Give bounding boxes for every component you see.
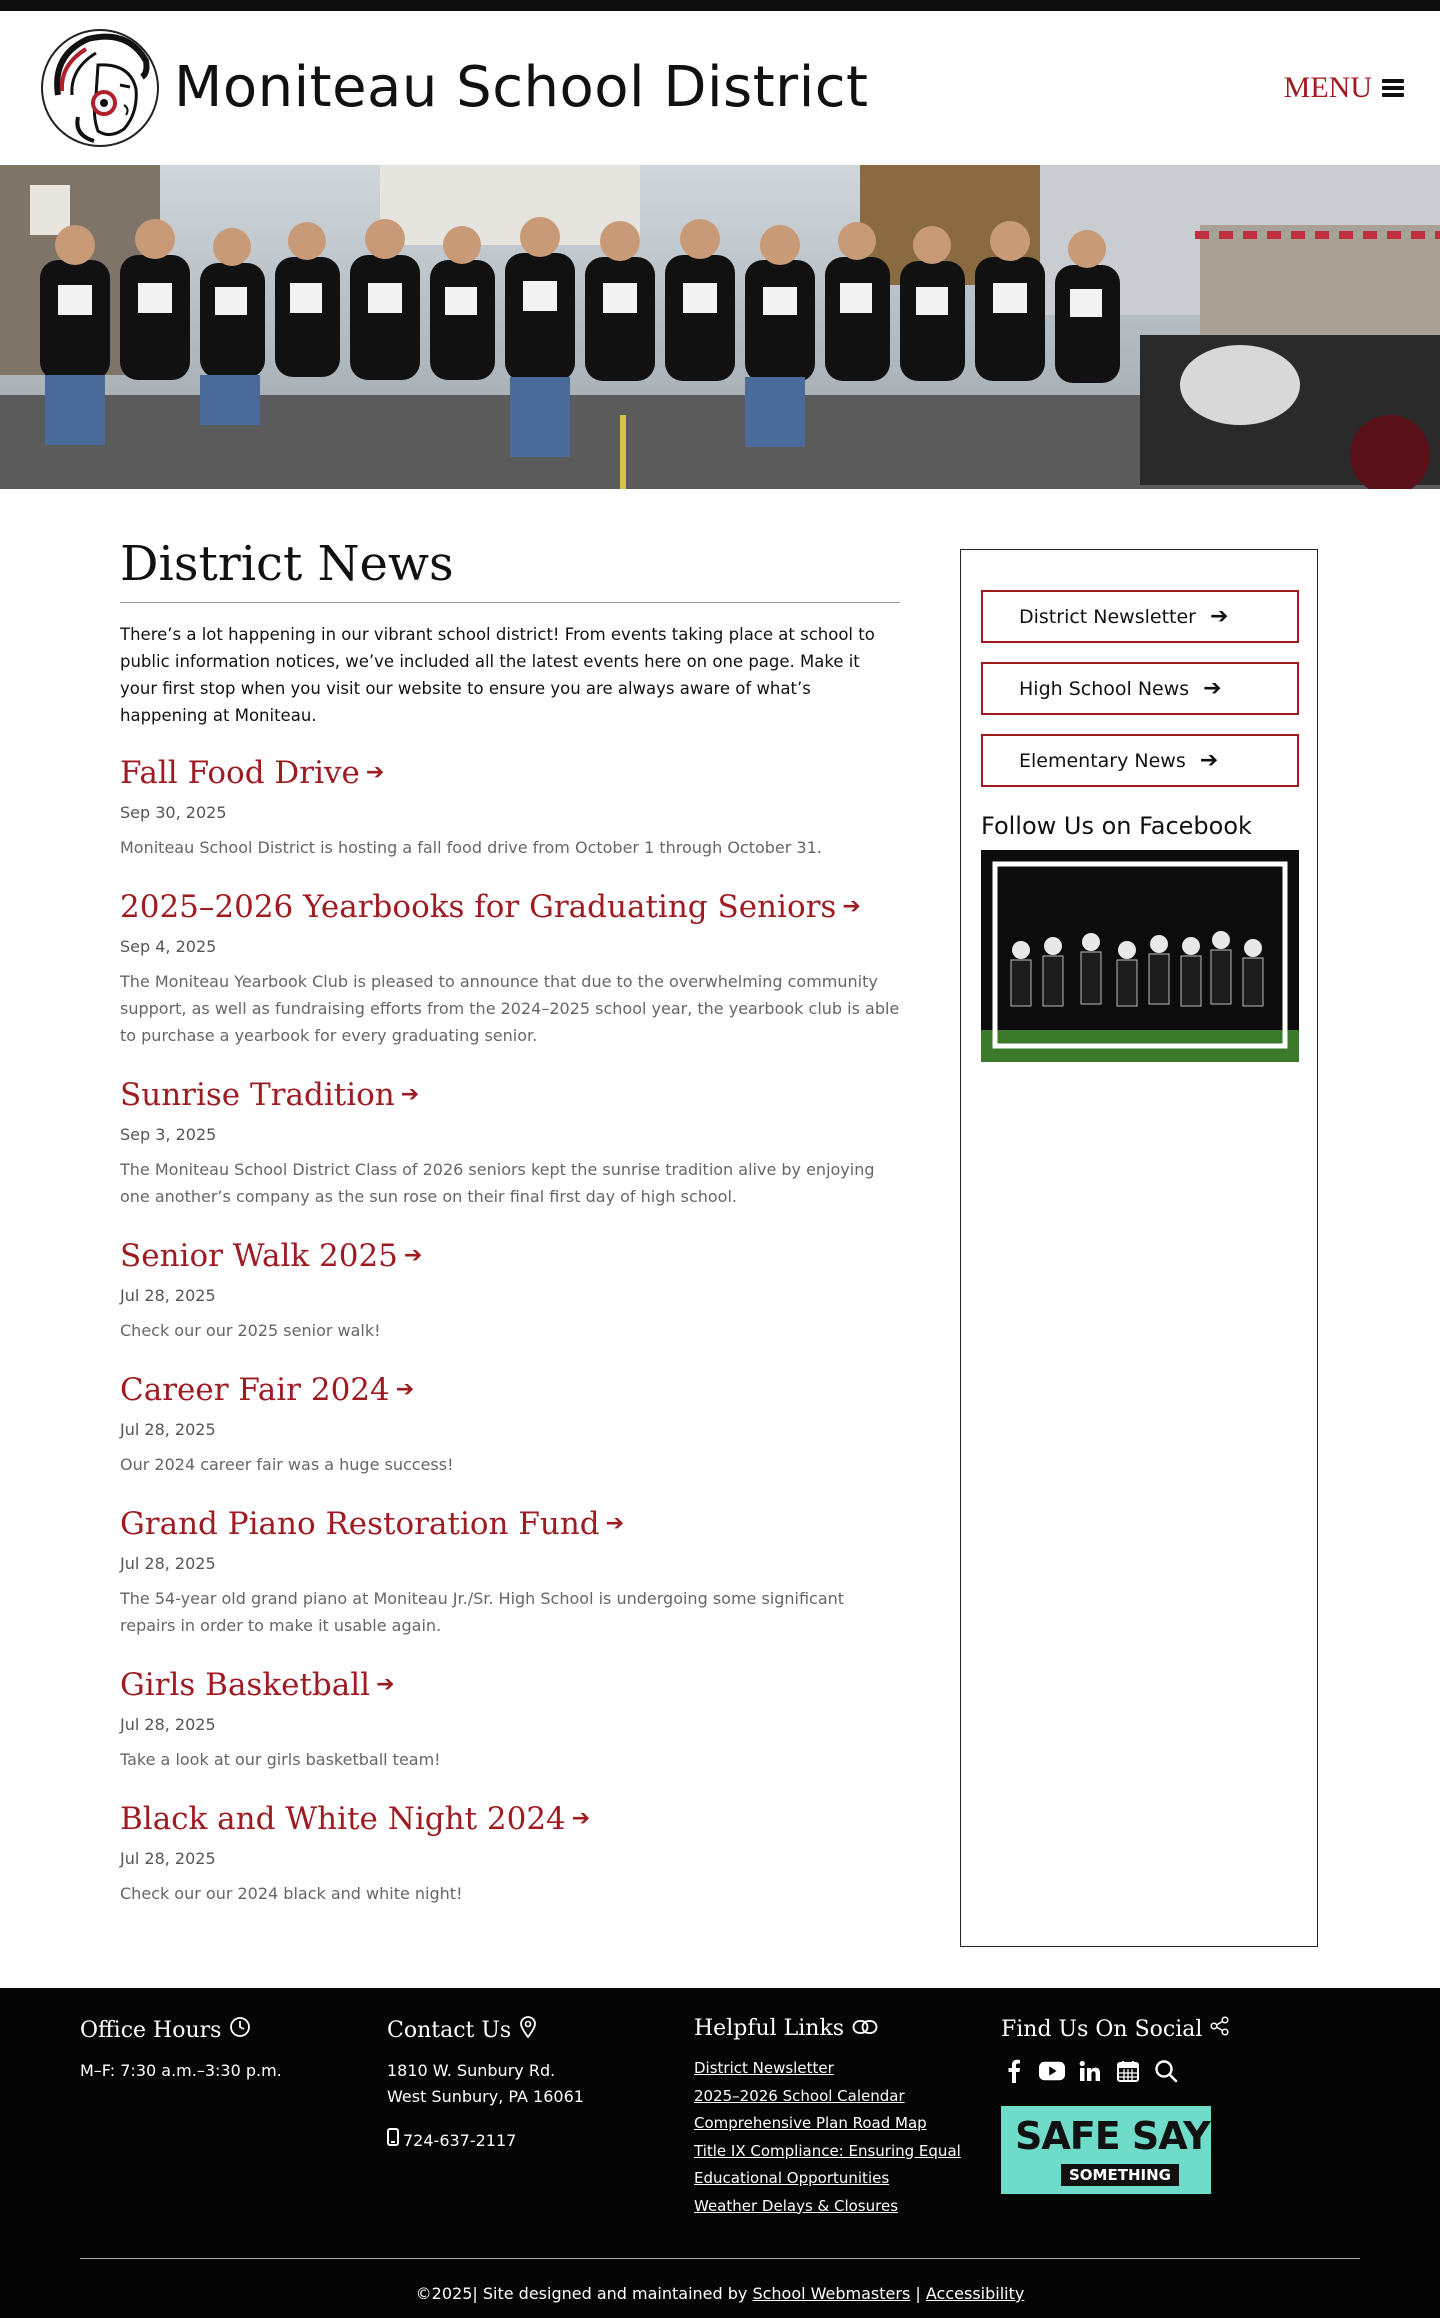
footer-link-plan-road-map[interactable]: Comprehensive Plan Road Map [694,2114,927,2132]
site-header [0,11,1440,165]
button-label: District Newsletter [1019,605,1196,628]
footer-divider [80,2258,1360,2259]
button-label: Elementary News [1019,749,1186,772]
address-line-1: 1810 W. Sunbury Rd. [387,2061,556,2080]
contact-section [387,2016,584,2154]
intro-text: There’s a lot happening in our vibrant school district! From events taking place at school to public information notices, we’ve included all the latest events here on one page. Make it your first stop when you visit our website to ensure you are always aware of what’s happening at Moniteau. [120,625,875,725]
hamburger-icon [1382,79,1404,97]
top-bar [0,0,1440,11]
news-item [120,1665,900,1773]
phone-number: 724-637-2117 [403,2131,517,2150]
district-newsletter-button[interactable] [981,590,1299,643]
social-section [1001,2016,1230,2194]
search-icon[interactable] [1153,2058,1179,2084]
youtube-icon[interactable] [1039,2058,1065,2084]
linkedin-icon[interactable] [1077,2058,1103,2084]
menu-label: MENU [1283,71,1372,104]
arrow-right-icon: ➔ [571,1806,591,1831]
news-date: Jul 28, 2025 [120,1420,216,1439]
news-item [120,887,900,1049]
arrow-right-icon: ➔ [605,1511,625,1536]
footer-link-newsletter[interactable]: District Newsletter [694,2059,834,2077]
arrow-right-icon: ➔ [1210,604,1229,629]
arrow-right-icon: ➔ [1203,676,1222,701]
footer-link-weather-delays[interactable]: Weather Delays & Closures [694,2196,899,2215]
arrow-right-icon: ➔ [842,894,861,919]
clock-icon [229,2016,251,2044]
news-date: Sep 30, 2025 [120,803,227,822]
helpful-links-section [694,2016,961,2220]
helpful-links-heading: Helpful Links [694,2016,845,2041]
calendar-icon[interactable] [1115,2058,1141,2084]
arrow-right-icon: ➔ [403,1243,423,1268]
facebook-icon[interactable] [1001,2058,1027,2084]
news-title-link[interactable] [120,753,384,793]
arrow-right-icon: ➔ [376,1672,395,1697]
facebook-heading: Follow Us on Facebook [981,812,1252,840]
elementary-news-button[interactable] [981,734,1299,787]
news-date: Jul 28, 2025 [120,1715,216,1734]
news-title-link[interactable] [120,1504,624,1544]
news-excerpt: Check our our 2025 senior walk! [120,1321,381,1340]
arrow-right-icon: ➔ [365,760,385,785]
arrow-right-icon: ➔ [400,1082,420,1107]
news-title-link[interactable] [120,1665,395,1705]
news-title: Black and White Night 2024 [120,1801,566,1837]
button-label: High School News [1019,677,1190,700]
office-hours-heading: Office Hours [80,2017,222,2043]
news-title-link[interactable] [120,1075,419,1115]
district-logo[interactable] [38,25,162,151]
news-item [120,1075,900,1210]
news-item [120,1504,900,1639]
sidebar [960,549,1318,1947]
footer-link-title-ix[interactable]: Title IX Compliance: Ensuring Equal [694,2141,961,2160]
safe2say-subtext: SOMETHING [1061,2164,1179,2186]
high-school-news-button[interactable] [981,662,1299,715]
news-title: Career Fair 2024 [120,1372,390,1408]
office-hours-section [80,2016,282,2084]
office-hours-text: M–F: 7:30 a.m.–3:30 p.m. [80,2061,282,2080]
phone-row[interactable] [387,2128,584,2154]
safe2say-text: SAFE SAY [1015,2114,1210,2158]
menu-button[interactable] [1284,71,1404,105]
news-title-link[interactable] [120,1799,590,1839]
news-title: Sunrise Tradition [120,1077,395,1113]
news-date: Sep 4, 2025 [120,937,217,956]
link-icon [852,2016,878,2041]
site-title[interactable]: Moniteau School District [174,55,869,120]
news-title-link[interactable] [120,1236,422,1276]
news-item [120,1799,900,1907]
footer-bottom [0,2284,1440,2303]
school-webmasters-link[interactable]: School Webmasters [752,2284,911,2303]
news-date: Jul 28, 2025 [120,1286,216,1305]
news-date: Jul 28, 2025 [120,1554,216,1573]
news-excerpt: Check our our 2024 black and white night! [120,1884,463,1903]
news-excerpt: Our 2024 career fair was a huge success! [120,1455,454,1474]
map-pin-icon [519,2016,537,2044]
news-item [120,1370,900,1478]
address-line-2: West Sunbury, PA 16061 [387,2087,584,2106]
news-excerpt: Moniteau School District is hosting a fall food drive from October 1 through October 31. [120,838,822,857]
main-content [120,532,900,1933]
news-title-link[interactable] [120,1370,414,1410]
phone-icon [387,2128,399,2154]
accessibility-link[interactable]: Accessibility [925,2284,1025,2303]
news-date: Sep 3, 2025 [120,1125,217,1144]
news-title: Senior Walk 2025 [120,1238,398,1274]
page-title: District News [120,536,454,592]
title-divider [120,602,900,603]
footer-link-calendar[interactable]: 2025–2026 School Calendar [694,2086,905,2105]
copyright-text: ©2025| Site designed and maintained by [415,2284,748,2303]
separator: | [915,2284,921,2303]
arrow-right-icon: ➔ [1199,748,1219,773]
news-date: Jul 28, 2025 [120,1849,216,1868]
news-title: Grand Piano Restoration Fund [120,1506,600,1542]
site-footer [0,1988,1440,2318]
share-icon [1210,2016,1230,2042]
arrow-right-icon: ➔ [395,1377,415,1402]
news-title-link[interactable] [120,887,861,927]
news-title: Girls Basketball [120,1667,371,1703]
news-item [120,1236,900,1344]
facebook-feed-image[interactable] [981,850,1299,1062]
contact-heading: Contact Us [387,2017,512,2043]
news-excerpt: The Moniteau Yearbook Club is pleased to announce that due to the overwhelming community support, as well as fundraising efforts from the 2024–2025 school year, the yearbook club is able to purchase a yearbook for every graduating senior. [120,972,900,1045]
footer-link-educational-opportunities[interactable]: Educational Opportunities [694,2169,890,2187]
news-excerpt: The Moniteau School District Class of 2026 seniors kept the sunrise tradition alive by enjoying one another’s company as the sun rose on their final first day of high school. [120,1160,875,1206]
news-item [120,753,900,861]
news-title: Fall Food Drive [120,755,360,791]
news-excerpt: Take a look at our girls basketball team! [120,1750,441,1769]
hero-image [0,165,1440,489]
news-excerpt: The 54-year old grand piano at Moniteau Jr./Sr. High School is undergoing some significant repairs in order to make it usable again. [120,1589,845,1635]
social-heading: Find Us On Social [1001,2016,1203,2042]
news-title: 2025–2026 Yearbooks for Graduating Seniors [120,889,837,925]
safe2say-logo[interactable] [1001,2106,1211,2194]
